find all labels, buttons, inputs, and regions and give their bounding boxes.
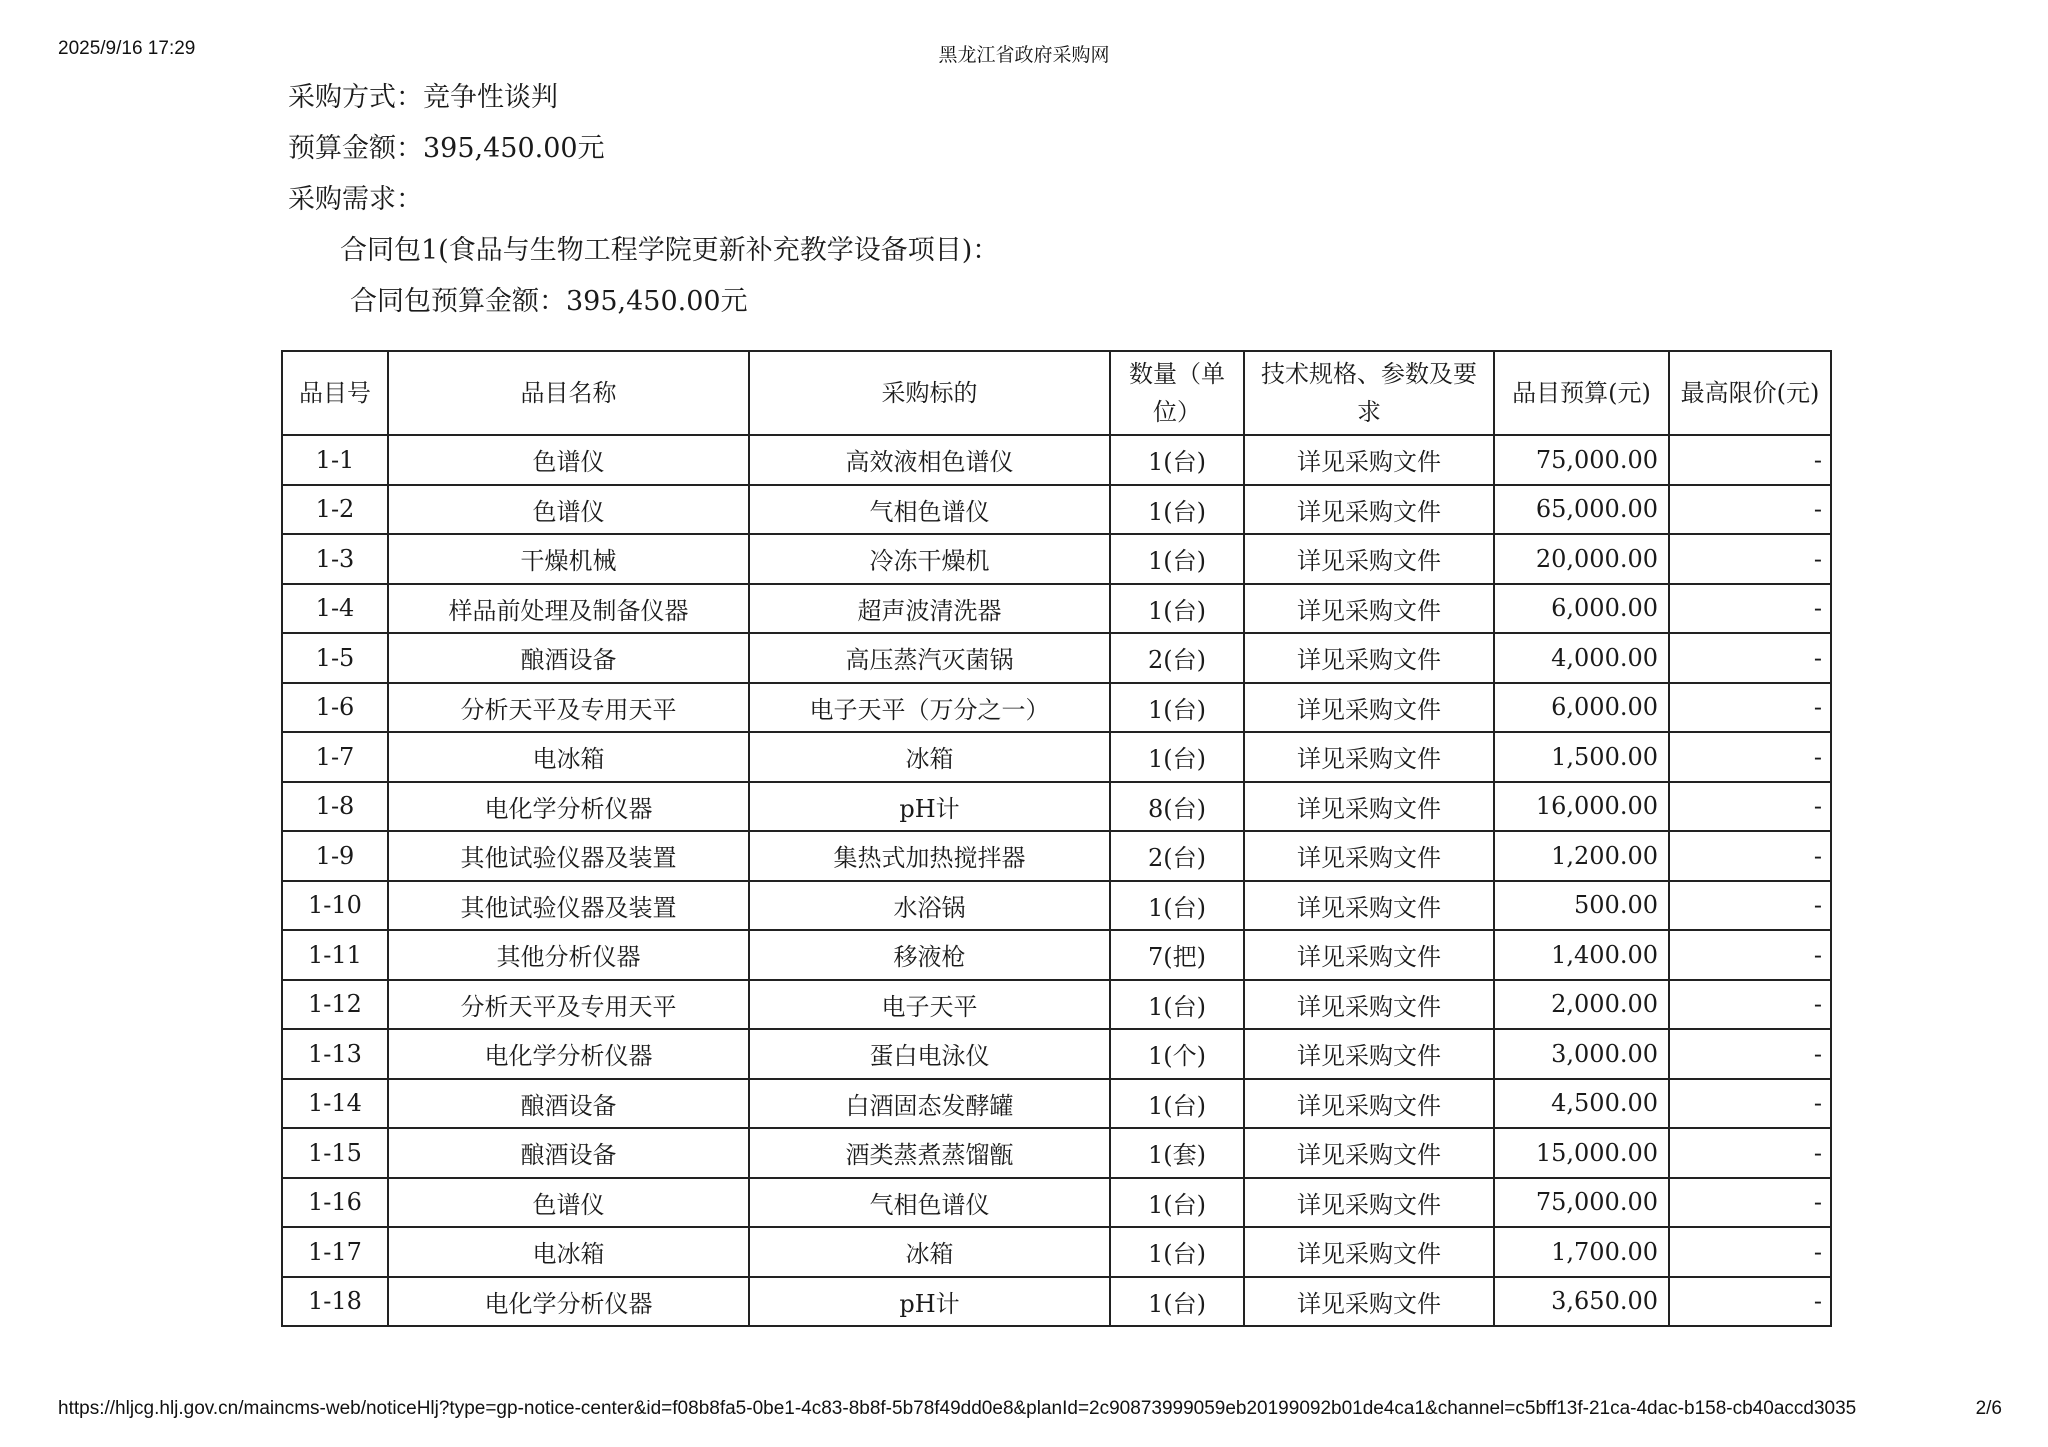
quantity-cell: 1(台) [1110, 1079, 1244, 1129]
budget-cell: 3,650.00 [1494, 1277, 1669, 1327]
table-row [282, 1227, 1831, 1277]
budget-cell: 1,200.00 [1494, 831, 1669, 881]
budget-cell: 4,000.00 [1494, 633, 1669, 683]
max-price-cell: - [1669, 534, 1831, 584]
max-price-cell: - [1669, 980, 1831, 1030]
specs-cell: 详见采购文件 [1244, 584, 1494, 634]
table-row [282, 1277, 1831, 1327]
item-name-cell: 酿酒设备 [388, 633, 749, 683]
item-name-cell: 分析天平及专用天平 [388, 980, 749, 1030]
item-no-cell: 1-7 [282, 732, 388, 782]
specs-cell: 详见采购文件 [1244, 1128, 1494, 1178]
max-price-cell: - [1669, 831, 1831, 881]
max-price-cell: - [1669, 881, 1831, 931]
subject-cell: 水浴锅 [749, 881, 1110, 931]
item-no-cell: 1-15 [282, 1128, 388, 1178]
item-name-cell: 酿酒设备 [388, 1128, 749, 1178]
col-header-quantity: 数量（单位） [1110, 351, 1244, 435]
subject-cell: pH计 [749, 782, 1110, 832]
col-header-item-budget: 品目预算(元) [1494, 351, 1669, 435]
item-no-cell: 1-12 [282, 980, 388, 1030]
specs-cell: 详见采购文件 [1244, 782, 1494, 832]
subject-cell: 酒类蒸煮蒸馏甑 [749, 1128, 1110, 1178]
subject-cell: 蛋白电泳仪 [749, 1029, 1110, 1079]
quantity-cell: 1(台) [1110, 881, 1244, 931]
subject-cell: 冰箱 [749, 1227, 1110, 1277]
item-name-cell: 分析天平及专用天平 [388, 683, 749, 733]
col-header-max-price: 最高限价(元) [1669, 351, 1831, 435]
budget-cell: 500.00 [1494, 881, 1669, 931]
subject-cell: 移液枪 [749, 930, 1110, 980]
budget-cell: 6,000.00 [1494, 584, 1669, 634]
subject-cell: 白酒固态发酵罐 [749, 1079, 1110, 1129]
specs-cell: 详见采购文件 [1244, 980, 1494, 1030]
budget-cell: 3,000.00 [1494, 1029, 1669, 1079]
specs-cell: 详见采购文件 [1244, 633, 1494, 683]
item-name-cell: 干燥机械 [388, 534, 749, 584]
table-row [282, 683, 1831, 733]
specs-cell: 详见采购文件 [1244, 1227, 1494, 1277]
quantity-cell: 1(台) [1110, 683, 1244, 733]
specs-cell: 详见采购文件 [1244, 1277, 1494, 1327]
item-name-cell: 色谱仪 [388, 435, 749, 485]
subject-cell: 高压蒸汽灭菌锅 [749, 633, 1110, 683]
table-row [282, 881, 1831, 931]
quantity-cell: 2(台) [1110, 633, 1244, 683]
item-name-cell: 其他试验仪器及装置 [388, 831, 749, 881]
col-header-subject: 采购标的 [749, 351, 1110, 435]
budget-cell: 1,500.00 [1494, 732, 1669, 782]
col-header-item-no: 品目号 [282, 351, 388, 435]
item-name-cell: 色谱仪 [388, 1178, 749, 1228]
page-number: 2/6 [1975, 1398, 2002, 1419]
table-row [282, 1178, 1831, 1228]
budget-cell: 20,000.00 [1494, 534, 1669, 584]
quantity-cell: 1(台) [1110, 1227, 1244, 1277]
table-row [282, 732, 1831, 782]
subject-cell: 冷冻干燥机 [749, 534, 1110, 584]
specs-cell: 详见采购文件 [1244, 534, 1494, 584]
table-row [282, 1128, 1831, 1178]
item-no-cell: 1-11 [282, 930, 388, 980]
procurement-intro [288, 72, 999, 327]
budget-cell: 4,500.00 [1494, 1079, 1669, 1129]
subject-cell: 气相色谱仪 [749, 485, 1110, 535]
table-row [282, 485, 1831, 535]
quantity-cell: 1(台) [1110, 732, 1244, 782]
table-row [282, 435, 1831, 485]
item-no-cell: 1-5 [282, 633, 388, 683]
col-header-item-name: 品目名称 [388, 351, 749, 435]
quantity-cell: 1(台) [1110, 534, 1244, 584]
item-name-cell: 电冰箱 [388, 732, 749, 782]
item-no-cell: 1-1 [282, 435, 388, 485]
specs-cell: 详见采购文件 [1244, 683, 1494, 733]
specs-cell: 详见采购文件 [1244, 930, 1494, 980]
quantity-cell: 1(台) [1110, 435, 1244, 485]
quantity-cell: 7(把) [1110, 930, 1244, 980]
subject-cell: 高效液相色谱仪 [749, 435, 1110, 485]
max-price-cell: - [1669, 633, 1831, 683]
quantity-cell: 1(台) [1110, 980, 1244, 1030]
item-no-cell: 1-10 [282, 881, 388, 931]
quantity-cell: 1(台) [1110, 584, 1244, 634]
specs-cell: 详见采购文件 [1244, 1029, 1494, 1079]
item-no-cell: 1-4 [282, 584, 388, 634]
specs-cell: 详见采购文件 [1244, 1178, 1494, 1228]
quantity-cell: 1(台) [1110, 485, 1244, 535]
max-price-cell: - [1669, 485, 1831, 535]
table-row [282, 1079, 1831, 1129]
item-no-cell: 1-13 [282, 1029, 388, 1079]
budget-cell: 15,000.00 [1494, 1128, 1669, 1178]
max-price-cell: - [1669, 1128, 1831, 1178]
table-row [282, 534, 1831, 584]
item-name-cell: 酿酒设备 [388, 1079, 749, 1129]
table-row [282, 584, 1831, 634]
item-no-cell: 1-18 [282, 1277, 388, 1327]
specs-cell: 详见采购文件 [1244, 881, 1494, 931]
budget-amount: 预算金额：395,450.00元 [288, 133, 605, 164]
quantity-cell: 2(台) [1110, 831, 1244, 881]
item-no-cell: 1-3 [282, 534, 388, 584]
subject-cell: 气相色谱仪 [749, 1178, 1110, 1228]
item-no-cell: 1-6 [282, 683, 388, 733]
specs-cell: 详见采购文件 [1244, 1079, 1494, 1129]
procurement-method: 采购方式：竞争性谈判 [288, 82, 558, 113]
item-name-cell: 电冰箱 [388, 1227, 749, 1277]
table-header-row [282, 351, 1831, 435]
quantity-cell: 1(台) [1110, 1277, 1244, 1327]
table-row [282, 633, 1831, 683]
table-row [282, 782, 1831, 832]
table-row [282, 930, 1831, 980]
item-no-cell: 1-16 [282, 1178, 388, 1228]
package-budget: 合同包预算金额：395,450.00元 [350, 286, 748, 317]
max-price-cell: - [1669, 683, 1831, 733]
subject-cell: 冰箱 [749, 732, 1110, 782]
table-body [282, 435, 1831, 1326]
item-no-cell: 1-17 [282, 1227, 388, 1277]
budget-cell: 75,000.00 [1494, 1178, 1669, 1228]
item-no-cell: 1-14 [282, 1079, 388, 1129]
max-price-cell: - [1669, 732, 1831, 782]
item-name-cell: 电化学分析仪器 [388, 1029, 749, 1079]
quantity-cell: 1(台) [1110, 1178, 1244, 1228]
subject-cell: 电子天平 [749, 980, 1110, 1030]
subject-cell: 集热式加热搅拌器 [749, 831, 1110, 881]
specs-cell: 详见采购文件 [1244, 732, 1494, 782]
budget-cell: 2,000.00 [1494, 980, 1669, 1030]
max-price-cell: - [1669, 930, 1831, 980]
print-datetime: 2025/9/16 17:29 [58, 38, 196, 59]
item-name-cell: 其他试验仪器及装置 [388, 881, 749, 931]
max-price-cell: - [1669, 1178, 1831, 1228]
max-price-cell: - [1669, 1079, 1831, 1129]
table-row [282, 831, 1831, 881]
budget-cell: 65,000.00 [1494, 485, 1669, 535]
item-name-cell: 色谱仪 [388, 485, 749, 535]
subject-cell: pH计 [749, 1277, 1110, 1327]
max-price-cell: - [1669, 1277, 1831, 1327]
max-price-cell: - [1669, 1227, 1831, 1277]
max-price-cell: - [1669, 1029, 1831, 1079]
table-row [282, 980, 1831, 1030]
item-name-cell: 电化学分析仪器 [388, 1277, 749, 1327]
item-name-cell: 电化学分析仪器 [388, 782, 749, 832]
max-price-cell: - [1669, 782, 1831, 832]
item-name-cell: 样品前处理及制备仪器 [388, 584, 749, 634]
quantity-cell: 1(个) [1110, 1029, 1244, 1079]
item-no-cell: 1-2 [282, 485, 388, 535]
budget-cell: 1,700.00 [1494, 1227, 1669, 1277]
specs-cell: 详见采购文件 [1244, 485, 1494, 535]
package-title: 合同包1(食品与生物工程学院更新补充教学设备项目)： [340, 235, 1000, 266]
subject-cell: 电子天平（万分之一） [749, 683, 1110, 733]
item-no-cell: 1-8 [282, 782, 388, 832]
item-no-cell: 1-9 [282, 831, 388, 881]
budget-cell: 75,000.00 [1494, 435, 1669, 485]
site-title: 黑龙江省政府采购网 [938, 45, 1110, 66]
max-price-cell: - [1669, 435, 1831, 485]
items-table [281, 350, 1832, 1327]
specs-cell: 详见采购文件 [1244, 831, 1494, 881]
specs-cell: 详见采购文件 [1244, 435, 1494, 485]
max-price-cell: - [1669, 584, 1831, 634]
table-row [282, 1029, 1831, 1079]
budget-cell: 16,000.00 [1494, 782, 1669, 832]
item-name-cell: 其他分析仪器 [388, 930, 749, 980]
requirements-label: 采购需求： [288, 184, 423, 215]
quantity-cell: 1(套) [1110, 1128, 1244, 1178]
budget-cell: 6,000.00 [1494, 683, 1669, 733]
subject-cell: 超声波清洗器 [749, 584, 1110, 634]
budget-cell: 1,400.00 [1494, 930, 1669, 980]
page-url: https://hljcg.hlj.gov.cn/maincms-web/noticeHlj?type=gp-notice-center&id=f08b8fa5-0be1-4c83-8b8f-5b78f49dd0e8&planId=2c90873999059eb20199092b01de4ca1&channel=c5bff13f-21ca-4dac-b158-cb40accd3035 [58, 1398, 1857, 1419]
quantity-cell: 8(台) [1110, 782, 1244, 832]
col-header-specs: 技术规格、参数及要求 [1244, 351, 1494, 435]
